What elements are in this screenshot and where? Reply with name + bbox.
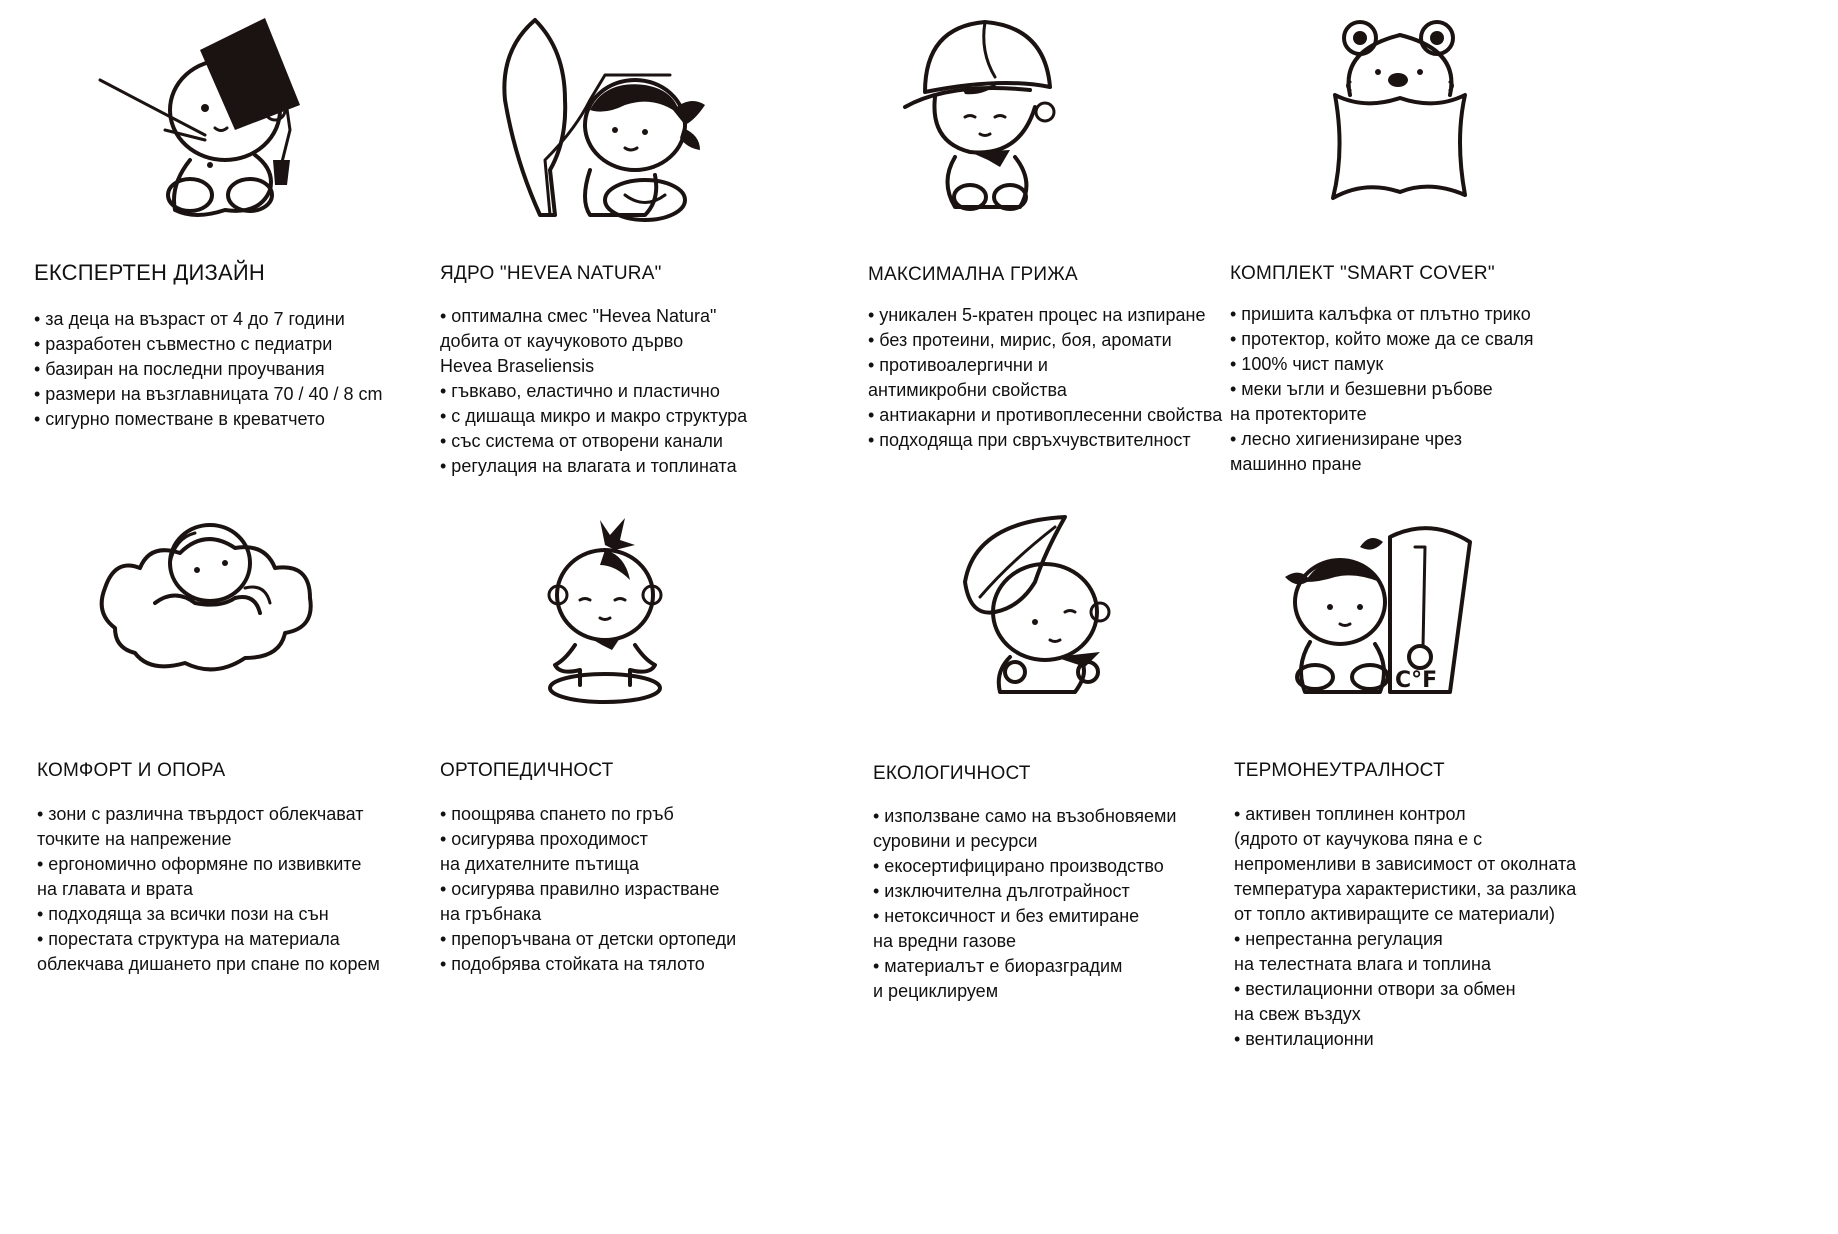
list-item: • препоръчвана от детски ортопеди [440,929,737,949]
baby-graduate-icon [95,10,370,235]
list-item: • базиран на последни проучвания [34,359,325,379]
list-item: • изключителна дълготрайност [873,881,1130,901]
list-item: • екосертифицирано производство [873,856,1164,876]
list-item: • антиакарни и противоплесенни свойства [868,405,1223,425]
list-item: • уникален 5-кратен процес на изпиране [868,305,1206,325]
list-item: • подобрява стойката на тялото [440,954,705,974]
list-item: • протектор, който може да се сваля [1230,329,1534,349]
list-item: • порестата структура на материала [37,929,340,949]
list-item: добита от каучуковото дърво [440,331,684,351]
list-item: • без протеини, мирис, боя, аромати [868,330,1172,350]
list-item: точките на напрежение [37,829,232,849]
list-item: (ядрото от каучукова пяна е с [1234,829,1483,849]
feature-title: ЕКСПЕРТЕН ДИЗАЙН [34,260,265,285]
list-item: на главата и врата [37,879,193,899]
list-item: облекчава дишането при спане по корем [37,954,380,974]
list-item: • активен топлинен контрол [1234,804,1466,824]
list-item: • подходяща при свръхчувствителност [868,430,1191,450]
list-item: • непрестанна регулация [1234,929,1443,949]
thermometer-marks: C°F [1395,668,1438,693]
list-item: на дихателните пътища [440,854,640,874]
list-item: • ергономично оформяне по извивките [37,854,362,874]
list-item: на свеж въздух [1234,1004,1361,1024]
baby-lotus-icon [540,510,675,705]
list-item: • пришита калъфка от плътно трико [1230,304,1531,324]
feature-title: ТЕРМОНЕУТРАЛНОСТ [1234,760,1445,781]
list-item: • използване само на възобновяеми [873,806,1177,826]
feature-list [868,303,1222,453]
list-item: • подходяща за всички пози на сън [37,904,329,924]
feature-list [34,307,383,432]
list-item: • оптимална смес "Hevea Natura" [440,306,717,326]
list-item: машинно пране [1230,454,1362,474]
list-item: • за деца на възраст от 4 до 7 години [34,309,345,329]
list-item: • противоалергични и [868,355,1048,375]
list-item: • разработен съвместно с педиатри [34,334,333,354]
feature-title: ЕКОЛОГИЧНОСТ [873,763,1031,784]
list-item: • регулация на влагата и топлината [440,456,737,476]
baby-cloud-icon [95,508,315,678]
list-item: • материалът е биоразградим [873,956,1123,976]
list-item: • лесно хигиенизиране чрез [1230,429,1462,449]
feature-list [440,304,747,479]
list-item: на телестната влага и топлина [1234,954,1491,974]
list-item: непроменливи в зависимост от околната [1234,854,1577,874]
list-item: • със система от отворени канали [440,431,723,451]
list-item: на вредни газове [873,931,1017,951]
feature-list [440,802,736,977]
list-item: • гъвкаво, еластично и пластично [440,381,720,401]
list-item: • поощрява спането по гръб [440,804,674,824]
baby-leaf-icon [960,512,1120,697]
baby-helmet-icon [900,12,1065,217]
feature-list [37,802,380,977]
list-item: от топло активиращите се материали) [1234,904,1556,924]
list-item: суровини и ресурси [873,831,1038,851]
list-item: на протекторите [1230,404,1367,424]
list-item: температура характеристики, за разлика [1234,879,1577,899]
list-item: и рециклируем [873,981,999,1001]
baby-thermometer-icon [1275,512,1475,697]
feature-list [1234,802,1576,1052]
list-item: • вестилационни отвори за обмен [1234,979,1516,999]
list-item: • с дишаща микро и макро структура [440,406,748,426]
feature-title: ОРТОПЕДИЧНОСТ [440,760,614,781]
list-item: на гръбнака [440,904,542,924]
baby-tree-icon [495,10,720,225]
feature-list [1230,302,1533,477]
list-item: • сигурно поместване в креватчето [34,409,325,429]
list-item: Hevea Braseliensis [440,356,595,376]
list-item: • вентилационни [1234,1029,1374,1049]
list-item: антимикробни свойства [868,380,1067,400]
list-item: • меки ъгли и безшевни ръбове [1230,379,1493,399]
list-item: • 100% чист памук [1230,354,1384,374]
feature-title: КОМФОРТ И ОПОРА [37,760,226,781]
list-item: • осигурява правилно израстване [440,879,720,899]
feature-title: КОМПЛЕКТ "SMART COVER" [1230,263,1495,284]
feature-title: МАКСИМАЛНА ГРИЖА [868,264,1078,285]
list-item: • зони с различна твърдост облекчават [37,804,364,824]
list-item: • размери на възглавницата 70 / 40 / 8 cm [34,384,383,404]
feature-list [873,804,1177,1004]
list-item: • осигурява проходимост [440,829,648,849]
feature-title: ЯДРО "HEVEA NATURA" [440,263,662,284]
list-item: • нетоксичност и без емитиране [873,906,1140,926]
bear-pillow-icon [1325,10,1475,210]
